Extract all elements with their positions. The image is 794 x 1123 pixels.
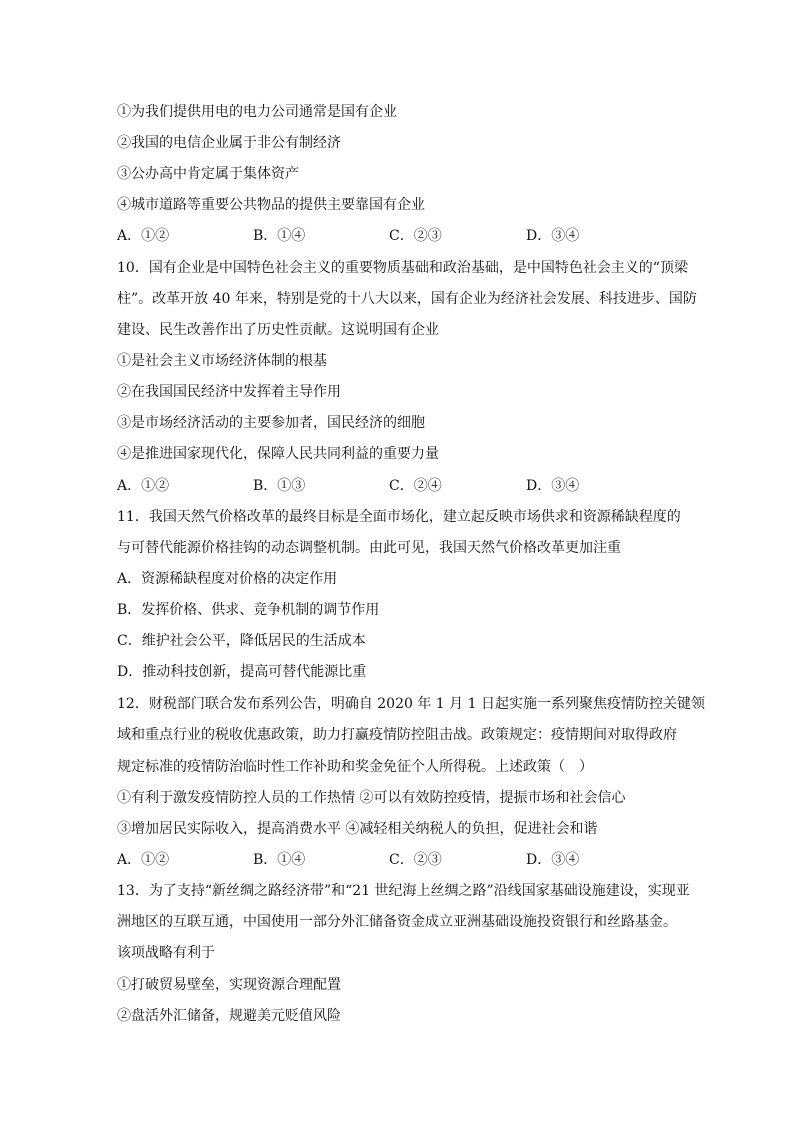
q12-option-b: B．①④: [253, 852, 306, 868]
q12-option-c: C．②③: [389, 852, 442, 868]
q10-option-a: A．①②: [117, 478, 170, 494]
q9-option-c: C．②③: [389, 228, 442, 244]
q10-item-3: ③是市场经济活动的主要参加者，国民经济的细胞: [117, 415, 425, 431]
q12-items-line-1: ①有利于激发疫情防控人员的工作热情 ②可以有效防控疫情，提振市场和社会信心: [117, 790, 626, 806]
q11-stem-line-2: 与可替代能源价格挂钩的动态调整机制。由此可见，我国天然气价格改革更加注重: [117, 540, 621, 556]
q10-stem-line-2: 柱”。改革开放 40 年来，特别是党的十八大以来，国有企业为经济社会发展、科技进步、国防: [117, 291, 697, 307]
q12-items-line-2: ③增加居民实际收入，提高消费水平 ④减轻相关纳税人的负担，促进社会和谐: [117, 821, 598, 837]
q10-stem-line-3: 建设、民生改善作出了历史性贡献。这说明国有企业: [117, 322, 439, 338]
q13-item-1: ①打破贸易壁垒，实现资源合理配置: [117, 977, 341, 993]
q9-option-b: B．①④: [253, 228, 306, 244]
q10-stem-line-1: 10．国有企业是中国特色社会主义的重要物质基础和政治基础，是中国特色社会主义的“顶梁: [117, 260, 688, 276]
q13-stem-line-1: 13．为了支持“新丝绸之路经济带”和“21 世纪海上丝绸之路”沿线国家基础设施建设，实现亚: [117, 883, 690, 899]
q9-option-a: A．①②: [117, 228, 170, 244]
q10-item-1: ①是社会主义市场经济体制的根基: [117, 353, 327, 369]
q9-item-3: ③公办高中肯定属于集体资产: [117, 166, 299, 182]
q9-item-1: ①为我们提供用电的电力公司通常是国有企业: [117, 104, 397, 120]
q13-stem-line-2: 洲地区的互联互通，中国使用一部分外汇储备资金成立亚洲基础设施投资银行和丝路基金。: [117, 914, 677, 930]
q12-stem-line-3: 规定标准的疫情防治临时性工作补助和奖金免征个人所得税。上述政策（ ）: [117, 759, 593, 775]
q11-choice-b: B．发挥价格、供求、竞争机制的调节作用: [117, 602, 380, 618]
q12-option-d: D．③④: [526, 852, 580, 868]
q10-option-d: D．③④: [526, 478, 580, 494]
q9-item-4: ④城市道路等重要公共物品的提供主要靠国有企业: [117, 197, 425, 213]
q10-item-2: ②在我国国民经济中发挥着主导作用: [117, 384, 341, 400]
q12-option-a: A．①②: [117, 852, 170, 868]
q13-stem-line-3: 该项战略有利于: [117, 945, 215, 961]
q9-item-2: ②我国的电信企业属于非公有制经济: [117, 135, 341, 151]
q12-stem-line-1: 12．财税部门联合发布系列公告，明确自 2020 年 1 月 1 日起实施一系列聚焦疫情防控关键领: [117, 696, 705, 712]
q11-stem-line-1: 11．我国天然气价格改革的最终目标是全面市场化，建立起反映市场供求和资源稀缺程度的: [117, 509, 681, 525]
q10-option-c: C．②④: [389, 478, 442, 494]
q10-option-b: B．①③: [253, 478, 306, 494]
q11-choice-a: A．资源稀缺程度对价格的决定作用: [117, 571, 338, 587]
q11-choice-d: D．推动科技创新，提高可替代能源比重: [117, 664, 367, 680]
q13-item-2: ②盘活外汇储备，规避美元贬值风险: [117, 1008, 341, 1024]
q9-option-d: D．③④: [526, 228, 580, 244]
q11-choice-c: C．维护社会公平，降低居民的生活成本: [117, 633, 366, 649]
q10-item-4: ④是推进国家现代化，保障人民共同利益的重要力量: [117, 446, 439, 462]
q12-stem-line-2: 域和重点行业的税收优惠政策，助力打赢疫情防控阻击战。政策规定：疫情期间对取得政府: [117, 727, 677, 743]
